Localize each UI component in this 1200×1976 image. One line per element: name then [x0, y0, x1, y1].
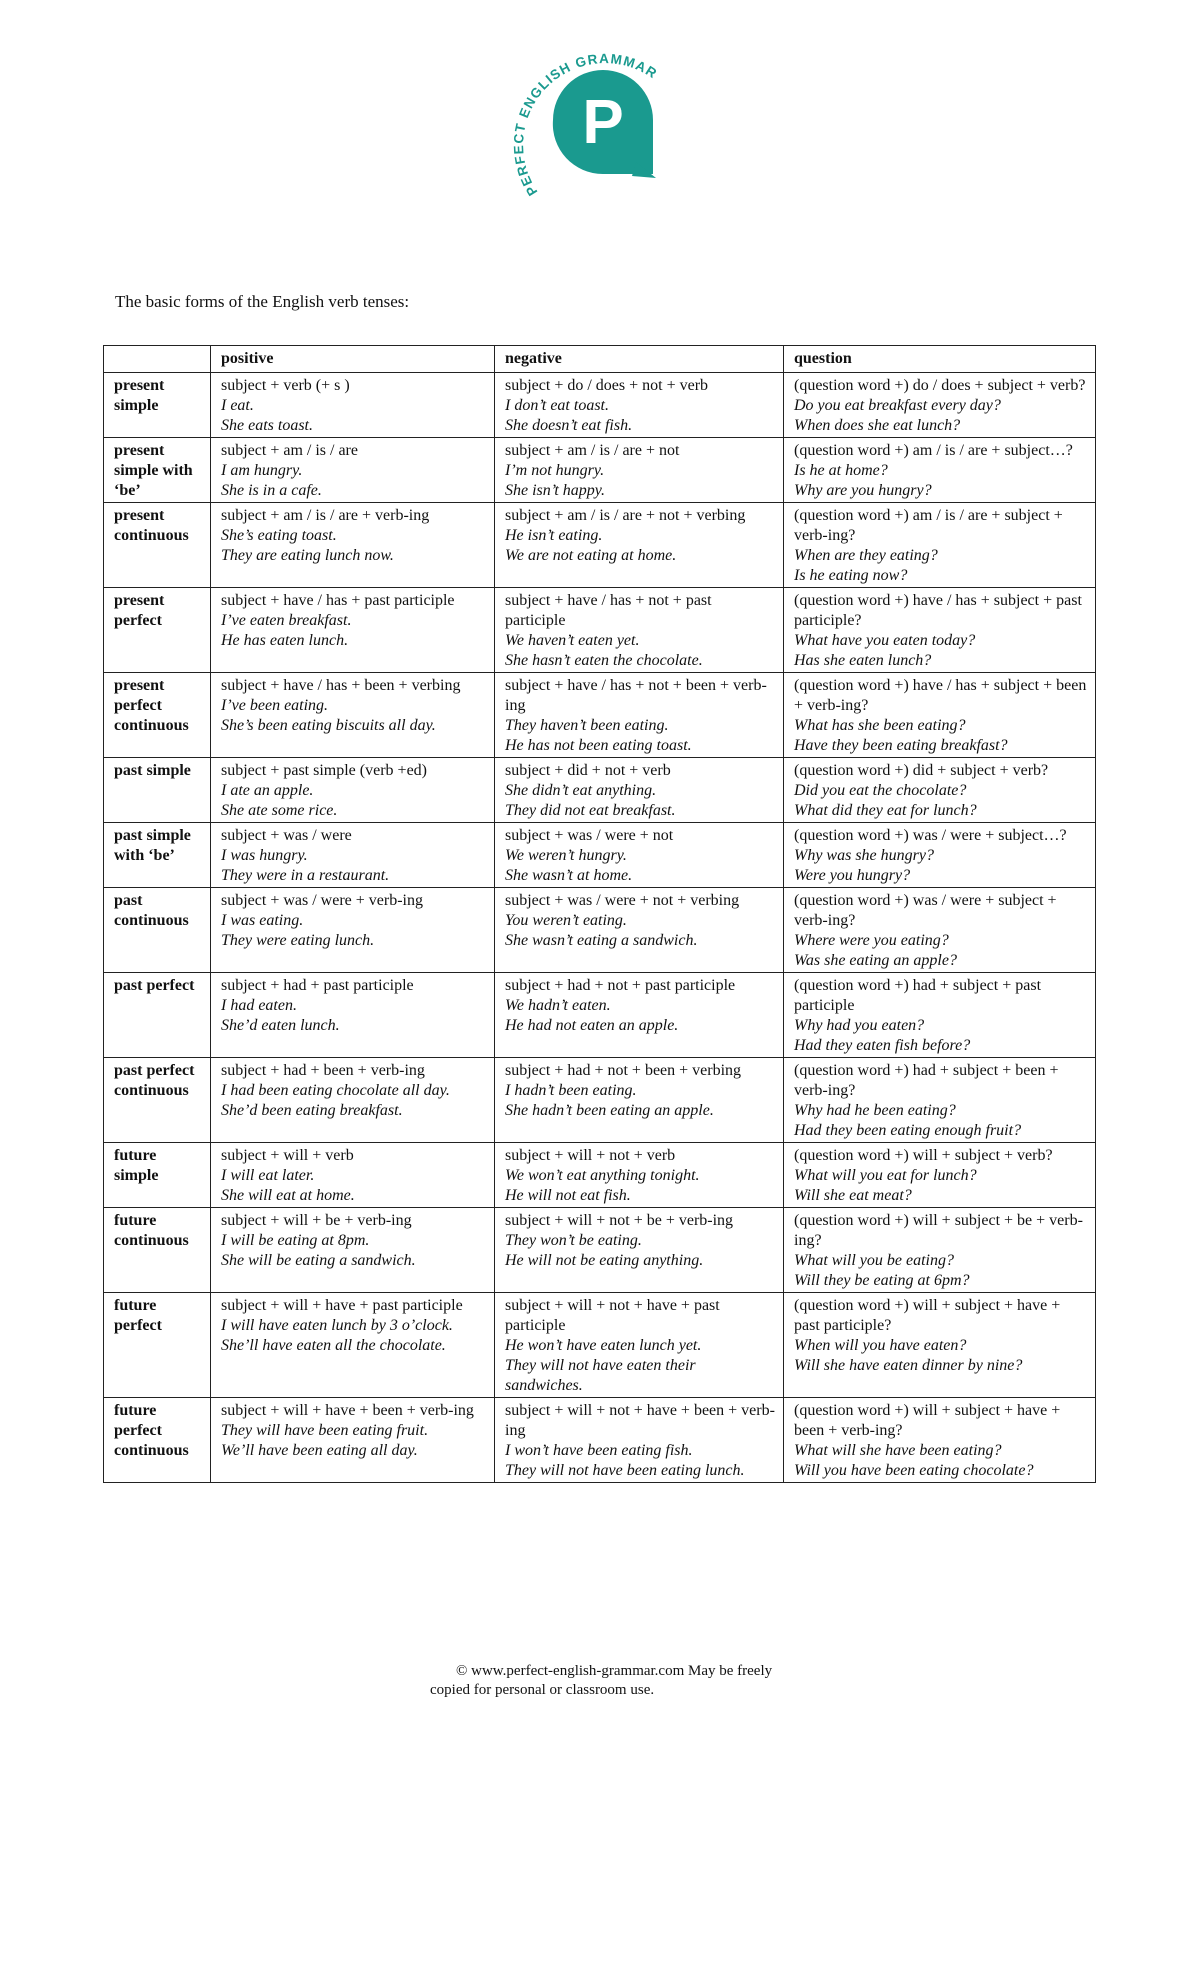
negative-cell: [495, 438, 784, 503]
question-cell: [784, 1293, 1096, 1398]
tense-name: present perfect: [104, 588, 211, 673]
positive-example: He has eaten lunch.: [221, 632, 349, 649]
negative-example: I don’t eat toast.: [505, 397, 609, 414]
negative-formula: subject + am / is / are + not + verbing: [505, 507, 746, 524]
negative-example: She isn’t happy.: [505, 482, 605, 499]
table-row: [104, 673, 1096, 758]
question-example: Is he eating now?: [794, 567, 908, 584]
positive-example: I had eaten.: [221, 997, 297, 1014]
positive-cell: [211, 823, 495, 888]
negative-example: I hadn’t been eating.: [505, 1082, 637, 1099]
negative-example: She hadn’t been eating an apple.: [505, 1102, 714, 1119]
tense-name: present simple with ‘be’: [104, 438, 211, 503]
verb-tenses-table: [103, 345, 1096, 1483]
positive-example: I’ve been eating.: [221, 697, 329, 714]
positive-example: She is in a cafe.: [221, 482, 322, 499]
question-formula: (question word +) will + subject + verb?: [794, 1147, 1053, 1164]
positive-cell: [211, 1208, 495, 1293]
question-example: Will she have eaten dinner by nine?: [794, 1357, 1023, 1374]
negative-example: He will not be eating anything.: [505, 1252, 704, 1269]
question-cell: [784, 1143, 1096, 1208]
negative-example: They won’t be eating.: [505, 1232, 642, 1249]
negative-example: He will not eat fish.: [505, 1187, 631, 1204]
question-example: What will you be eating?: [794, 1252, 954, 1269]
question-example: Why had he been eating?: [794, 1102, 956, 1119]
positive-cell: [211, 1058, 495, 1143]
positive-formula: subject + am / is / are: [221, 442, 358, 459]
positive-example: They will have been eating fruit.: [221, 1422, 429, 1439]
positive-example: She’d eaten lunch.: [221, 1017, 340, 1034]
negative-cell: [495, 888, 784, 973]
question-formula: (question word +) had + subject + past participle: [794, 977, 1042, 1014]
positive-formula: subject + am / is / are + verb-ing: [221, 507, 430, 524]
negative-cell: [495, 1143, 784, 1208]
positive-example: She’d been eating breakfast.: [221, 1102, 403, 1119]
negative-example: She doesn’t eat fish.: [505, 417, 633, 434]
positive-cell: [211, 758, 495, 823]
header-question: question: [784, 346, 1096, 373]
negative-example: We weren’t hungry.: [505, 847, 627, 864]
header-negative: negative: [495, 346, 784, 373]
question-cell: [784, 1208, 1096, 1293]
footer-line-2: copied for personal or classroom use.: [430, 1682, 655, 1698]
question-example: Do you eat breakfast every day?: [794, 397, 1001, 414]
question-example: Had they eaten fish before?: [794, 1037, 971, 1054]
positive-formula: subject + will + be + verb-ing: [221, 1212, 412, 1229]
negative-formula: subject + will + not + have + been + verb-ing: [505, 1402, 775, 1439]
question-example: Was she eating an apple?: [794, 952, 957, 969]
negative-example: I’m not hungry.: [505, 462, 605, 479]
question-example: When will you have eaten?: [794, 1337, 967, 1354]
positive-cell: [211, 888, 495, 973]
question-cell: [784, 1058, 1096, 1143]
positive-example: She’s eating toast.: [221, 527, 337, 544]
question-example: What did they eat for lunch?: [794, 802, 977, 819]
negative-formula: subject + was / were + not: [505, 827, 674, 844]
table-body: [104, 373, 1096, 1483]
tense-name: present continuous: [104, 503, 211, 588]
tense-name: past simple: [104, 758, 211, 823]
positive-cell: [211, 973, 495, 1058]
tense-name: future continuous: [104, 1208, 211, 1293]
question-example: When are they eating?: [794, 547, 938, 564]
question-formula: (question word +) did + subject + verb?: [794, 762, 1049, 779]
question-example: Has she eaten lunch?: [794, 652, 932, 669]
negative-example: She hasn’t eaten the chocolate.: [505, 652, 703, 669]
question-example: When does she eat lunch?: [794, 417, 961, 434]
positive-cell: [211, 673, 495, 758]
negative-cell: [495, 1208, 784, 1293]
negative-example: He has not been eating toast.: [505, 737, 692, 754]
table-row: [104, 758, 1096, 823]
table-row: [104, 1208, 1096, 1293]
table-row: [104, 973, 1096, 1058]
negative-example: We haven’t eaten yet.: [505, 632, 640, 649]
negative-cell: [495, 758, 784, 823]
question-example: Had they been eating enough fruit?: [794, 1122, 1022, 1139]
question-formula: (question word +) do / does + subject + verb?: [794, 377, 1086, 394]
question-cell: [784, 823, 1096, 888]
positive-formula: subject + will + verb: [221, 1147, 354, 1164]
perfect-english-grammar-logo: [510, 40, 690, 210]
positive-formula: subject + had + been + verb-ing: [221, 1062, 425, 1079]
negative-example: He had not eaten an apple.: [505, 1017, 679, 1034]
question-example: Will they be eating at 6pm?: [794, 1272, 970, 1289]
question-formula: (question word +) will + subject + have + been + verb-ing?: [794, 1402, 1061, 1439]
header-positive: positive: [211, 346, 495, 373]
question-formula: (question word +) was / were + subject + verb-ing?: [794, 892, 1057, 929]
positive-example: I eat.: [221, 397, 254, 414]
positive-cell: [211, 1143, 495, 1208]
negative-cell: [495, 1293, 784, 1398]
question-example: Why was she hungry?: [794, 847, 934, 864]
tense-name: past continuous: [104, 888, 211, 973]
tense-name: future perfect continuous: [104, 1398, 211, 1483]
negative-cell: [495, 973, 784, 1058]
positive-example: I am hungry.: [221, 462, 303, 479]
positive-formula: subject + had + past participle: [221, 977, 414, 994]
table-row: [104, 1398, 1096, 1483]
negative-example: He isn’t eating.: [505, 527, 603, 544]
negative-cell: [495, 823, 784, 888]
positive-example: I was eating.: [221, 912, 304, 929]
positive-cell: [211, 588, 495, 673]
negative-formula: subject + am / is / are + not: [505, 442, 680, 459]
question-formula: (question word +) am / is / are + subject…?: [794, 442, 1073, 459]
positive-example: I was hungry.: [221, 847, 308, 864]
negative-formula: subject + have / has + not + been + verb-ing: [505, 677, 767, 714]
question-example: Will you have been eating chocolate?: [794, 1462, 1034, 1479]
negative-example: They haven’t been eating.: [505, 717, 669, 734]
positive-example: I’ve eaten breakfast.: [221, 612, 352, 629]
tense-name: future perfect: [104, 1293, 211, 1398]
positive-example: She will eat at home.: [221, 1187, 355, 1204]
tense-name: future simple: [104, 1143, 211, 1208]
positive-example: I will be eating at 8pm.: [221, 1232, 370, 1249]
positive-example: I will eat later.: [221, 1167, 315, 1184]
positive-formula: subject + verb (+ s ): [221, 377, 350, 394]
question-example: Did you eat the chocolate?: [794, 782, 967, 799]
negative-example: I won’t have been eating fish.: [505, 1442, 693, 1459]
negative-example: You weren’t eating.: [505, 912, 627, 929]
table-row: [104, 1293, 1096, 1398]
positive-cell: [211, 373, 495, 438]
positive-example: She’s been eating biscuits all day.: [221, 717, 436, 734]
positive-cell: [211, 1293, 495, 1398]
logo-text: PERFECT ENGLISH GRAMMAR: [511, 51, 661, 199]
question-example: What will you eat for lunch?: [794, 1167, 977, 1184]
negative-cell: [495, 673, 784, 758]
negative-cell: [495, 1058, 784, 1143]
negative-formula: subject + had + not + past participle: [505, 977, 736, 994]
positive-formula: subject + past simple (verb +ed): [221, 762, 427, 779]
intro-text: The basic forms of the English verb tenses:: [115, 292, 410, 311]
question-cell: [784, 973, 1096, 1058]
question-example: What will she have been eating?: [794, 1442, 1002, 1459]
question-example: Is he at home?: [794, 462, 888, 479]
positive-formula: subject + will + have + been + verb-ing: [221, 1402, 474, 1419]
table-header-row: [104, 346, 1096, 373]
table-row: [104, 588, 1096, 673]
positive-formula: subject + have / has + past participle: [221, 592, 455, 609]
table-row: [104, 1058, 1096, 1143]
copyright-footer: [430, 1662, 850, 1700]
negative-cell: [495, 588, 784, 673]
positive-formula: subject + was / were + verb-ing: [221, 892, 423, 909]
positive-cell: [211, 503, 495, 588]
negative-formula: subject + did + not + verb: [505, 762, 671, 779]
negative-cell: [495, 373, 784, 438]
negative-formula: subject + do / does + not + verb: [505, 377, 709, 394]
positive-example: She ate some rice.: [221, 802, 338, 819]
table-row: [104, 1143, 1096, 1208]
question-example: Why had you eaten?: [794, 1017, 925, 1034]
question-cell: [784, 373, 1096, 438]
positive-example: They are eating lunch now.: [221, 547, 394, 564]
question-cell: [784, 588, 1096, 673]
question-formula: (question word +) will + subject + have + past participle?: [794, 1297, 1061, 1334]
positive-example: I ate an apple.: [221, 782, 314, 799]
question-formula: (question word +) have / has + subject + past participle?: [794, 592, 1082, 629]
question-formula: (question word +) had + subject + been + verb-ing?: [794, 1062, 1059, 1099]
positive-cell: [211, 438, 495, 503]
positive-formula: subject + have / has + been + verbing: [221, 677, 461, 694]
table-row: [104, 373, 1096, 438]
question-example: Have they been eating breakfast?: [794, 737, 1008, 754]
question-cell: [784, 1398, 1096, 1483]
negative-example: They did not eat breakfast.: [505, 802, 676, 819]
negative-formula: subject + will + not + have + past participle: [505, 1297, 720, 1334]
positive-example: They were eating lunch.: [221, 932, 375, 949]
tense-name: present simple: [104, 373, 211, 438]
positive-example: She’ll have eaten all the chocolate.: [221, 1337, 446, 1354]
negative-cell: [495, 1398, 784, 1483]
positive-example: I will have eaten lunch by 3 o’clock.: [221, 1317, 453, 1334]
negative-example: They will not have been eating lunch.: [505, 1462, 745, 1479]
positive-example: We’ll have been eating all day.: [221, 1442, 418, 1459]
table-row: [104, 823, 1096, 888]
negative-cell: [495, 503, 784, 588]
positive-example: She eats toast.: [221, 417, 313, 434]
question-cell: [784, 758, 1096, 823]
negative-example: We hadn’t eaten.: [505, 997, 611, 1014]
question-cell: [784, 438, 1096, 503]
negative-formula: subject + have / has + not + past participle: [505, 592, 712, 629]
tense-name: past simple with ‘be’: [104, 823, 211, 888]
negative-example: They will not have eaten their sandwiches.: [505, 1357, 696, 1394]
question-example: Were you hungry?: [794, 867, 911, 884]
question-formula: (question word +) was / were + subject…?: [794, 827, 1067, 844]
positive-example: I had been eating chocolate all day.: [221, 1082, 450, 1099]
header-empty: [104, 346, 211, 373]
negative-formula: subject + will + not + verb: [505, 1147, 676, 1164]
logo-letter: P: [582, 88, 624, 157]
question-example: Where were you eating?: [794, 932, 949, 949]
question-formula: (question word +) will + subject + be + verb-ing?: [794, 1212, 1083, 1249]
tense-name: past perfect continuous: [104, 1058, 211, 1143]
negative-example: She wasn’t eating a sandwich.: [505, 932, 698, 949]
tense-name: past perfect: [104, 973, 211, 1058]
negative-formula: subject + was / were + not + verbing: [505, 892, 740, 909]
question-formula: (question word +) am / is / are + subject + verb-ing?: [794, 507, 1063, 544]
question-example: Why are you hungry?: [794, 482, 932, 499]
negative-example: He won’t have eaten lunch yet.: [505, 1337, 702, 1354]
question-example: What has she been eating?: [794, 717, 966, 734]
positive-formula: subject + will + have + past participle: [221, 1297, 463, 1314]
question-example: What have you eaten today?: [794, 632, 976, 649]
positive-formula: subject + was / were: [221, 827, 352, 844]
positive-example: She will be eating a sandwich.: [221, 1252, 416, 1269]
question-cell: [784, 503, 1096, 588]
question-cell: [784, 673, 1096, 758]
question-cell: [784, 888, 1096, 973]
tense-name: present perfect continuous: [104, 673, 211, 758]
positive-cell: [211, 1398, 495, 1483]
negative-formula: subject + had + not + been + verbing: [505, 1062, 742, 1079]
question-example: Will she eat meat?: [794, 1187, 912, 1204]
table-row: [104, 438, 1096, 503]
negative-example: We won’t eat anything tonight.: [505, 1167, 700, 1184]
table-row: [104, 503, 1096, 588]
positive-example: They were in a restaurant.: [221, 867, 390, 884]
question-formula: (question word +) have / has + subject + been + verb-ing?: [794, 677, 1087, 714]
negative-formula: subject + will + not + be + verb-ing: [505, 1212, 734, 1229]
negative-example: We are not eating at home.: [505, 547, 677, 564]
negative-example: She didn’t eat anything.: [505, 782, 657, 799]
table-row: [104, 888, 1096, 973]
negative-example: She wasn’t at home.: [505, 867, 633, 884]
footer-line-1: © www.perfect-english-grammar.com May be freely: [456, 1663, 773, 1679]
